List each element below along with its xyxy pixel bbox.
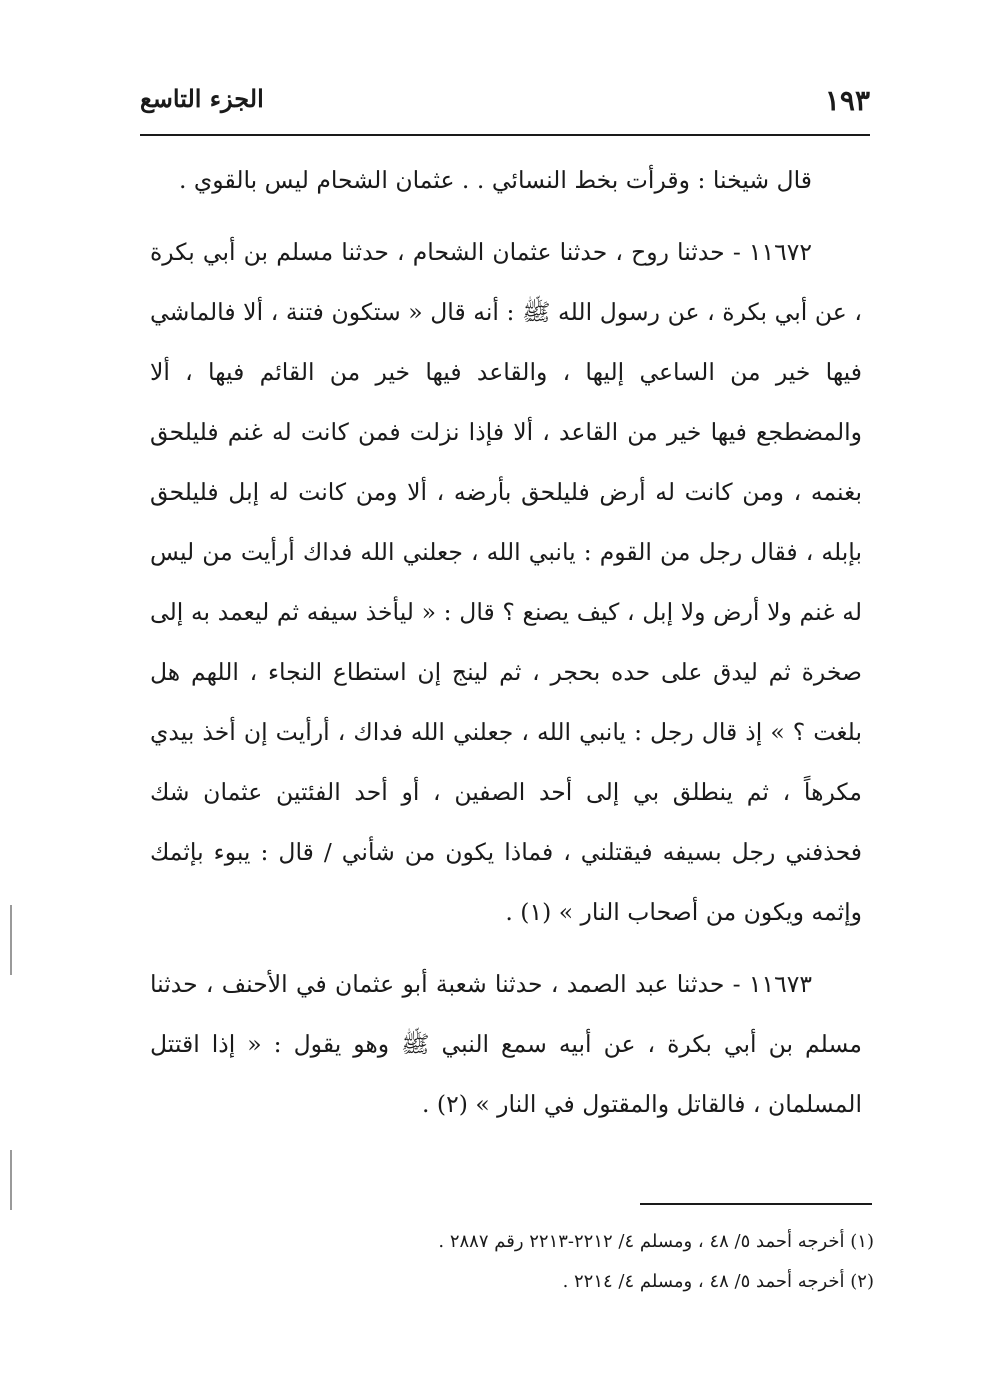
running-title: الجزء التاسع: [140, 84, 264, 113]
scan-margin-mark: [10, 1150, 12, 1210]
hadith-11672: ١١٦٧٢ - حدثنا روح ، حدثنا عثمان الشحام ، حدثنا مسلم بن أبي بكرة ، عن أبي بكرة ، عن رسول الله ﷺ : أنه قال « ستكون فتنة ، ألا فالماشي فيها خير من الساعي إليها ، والقاعد فيها خير من القائم فيها ، ألا والمضطجع فيها خير من القاعد ، ألا فإذا نزلت فمن كانت له غنم فليلحق بغنمه ، ومن كانت له أرض فليلحق بأرضه ، ألا ومن كانت له إبل فليلحق بإبله ، فقال رجل من القوم : يانبي الله ، جعلني الله فداك أرأيت من ليس له غنم ولا أرض ولا إبل ، كيف يصنع ؟ قال : « ليأخذ سيفه ثم ليعمد به إلى صخرة ثم ليدق على حده بحجر ، ثم لينج إن استطاع النجاء ، اللهم هل بلغت ؟ » إذ قال رجل : يانبي الله ، جعلني الله فداك ، أرأيت إن أخذ بيدي مكرهاً ، ثم ينطلق بي إلى أحد الصفين ، أو أحد الفئتين عثمان شك فحذفني رجل بسيفه فيقتلني ، فماذا يكون من شأني / قال : يبوء بإثمك وإثمه ويكون من أصحاب النار » (١) .: [150, 238, 862, 926]
page-header: [140, 78, 870, 122]
footnote-2: (٢) أخرجه أحمد ٥/ ٤٨ ، ومسلم ٤/ ٢٢١٤ .: [562, 1271, 874, 1292]
paragraph-intro: قال شيخنا : وقرأت بخط النسائي . . عثمان الشحام ليس بالقوي .: [178, 166, 812, 194]
header-rule: [140, 134, 870, 136]
page-number: ١٩٣: [824, 84, 870, 117]
footnote-1: (١) أخرجه أحمد ٥/ ٤٨ ، ومسلم ٤/ ٢٢١٢-٢٢١٣ رقم ٢٨٨٧ .: [438, 1231, 874, 1252]
footnote-rule: [640, 1203, 872, 1205]
hadith-11673: ١١٦٧٣ - حدثنا عبد الصمد ، حدثنا شعبة أبو عثمان في الأحنف ، حدثنا مسلم بن أبي بكرة ، عن أبيه سمع النبي ﷺ وهو يقول : « إذا اقتتل المسلمان ، فالقاتل والمقتول في النار » (٢) .: [150, 970, 862, 1118]
footnotes: [300, 1222, 874, 1302]
scan-margin-mark: [10, 905, 12, 975]
body-text: [150, 150, 862, 1134]
